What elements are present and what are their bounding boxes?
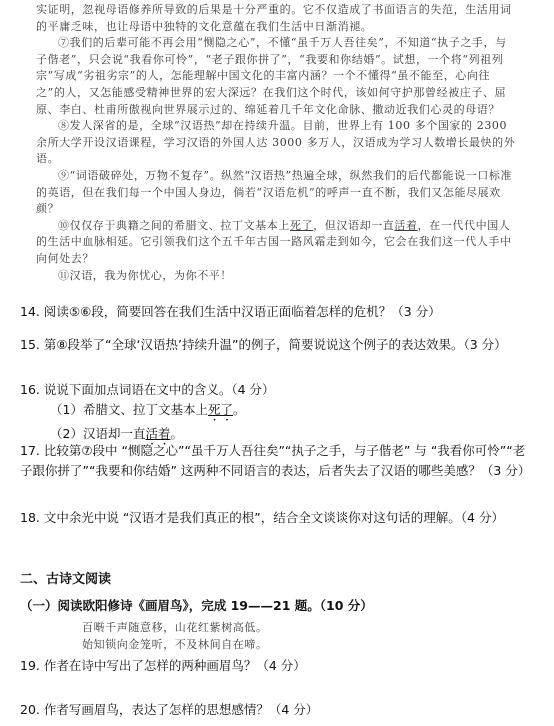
passage-paragraph-6-end: 实证明，忽视母语修养所导致的后果是十分严重的。它不仅造成了书面语言的失范，生活用词的平庸乏味，也让母语中独特的文化意蕴在我们生活中日渐消褪。 <box>36 3 512 33</box>
question-15: 15. 第⑧段举了“全球‘汉语热’持续升温”的例子，简要说说这个例子的表达效果。（3 分） <box>20 337 507 352</box>
question-20: 20. 作者写画眉鸟，表达了怎样的思想感情？（4 分） <box>20 702 319 717</box>
p10-text-c: ，在一代代中国人的生活中血脉相延。它引领我们这个五千年古国一路风霜走到如今，它会在我们这一代人手中向何处去？ <box>36 218 512 265</box>
question-18: 18. 文中余光中说 “汉语才是我们真正的根”，结合全文谈谈你对这句话的理解。（4 分） <box>20 510 504 525</box>
q16-1-text: （1）希腊文、拉丁文基本上 <box>50 402 208 417</box>
p10-text-a: ⑩仅仅存于典籍之间的希腊文、拉丁文基本上 <box>58 218 290 232</box>
poem <box>82 619 268 653</box>
underlined-word-alive: 活着 <box>394 218 418 232</box>
q16-2-marked-word: 活着 <box>145 426 171 441</box>
poem-line-2: 始知锁向金笼听，不及林间自在啼。 <box>82 638 268 651</box>
section-2-sub-1: （一）阅读欧阳修诗《画眉鸟》，完成 19——21 题。（10 分） <box>20 598 373 613</box>
reading-passage <box>36 2 516 284</box>
question-16 <box>20 380 532 448</box>
passage-paragraph-11: ⑪汉语，我为你忧心，为你不平！ <box>58 268 232 282</box>
passage-paragraph-7: ⑦我们的后辈可能不再会用“恻隐之心”，不懂“虽千万人吾往矣”，不知道“执子之手，与子偕老”，只会说“我看你可怜”，“老子跟你拼了”，“我要和你结婚”。试想，一个将“列祖列宗”写成“劣祖劣宗”的人，怎能理解中国文化的丰富内涵？一个不懂得“虽不能至，心向往之”的人，又怎能感受精神世界的宏大深远？在我们这个时代，该如何守护那曾经被庄子、屈原、李白、杜甫所傲视向世界展示过的、绵延着几千年文化命脉、撒动近我们心灵的母语？ <box>36 36 507 116</box>
poem-line-1: 百啭千声随意移，山花红紫树高低。 <box>82 621 268 634</box>
section-2-title: 二、古诗文阅读 <box>20 572 112 587</box>
p10-text-b: ，但汉语却一直 <box>313 218 395 232</box>
passage-paragraph-10 <box>36 218 516 268</box>
question-16-item-1 <box>20 400 532 424</box>
passage-paragraph-8: ⑧发人深省的是，全球“汉语热”却在持续升温。目前，世界上有 100 多个国家的 2300 余所大学开设汉语课程，学习汉语的外国人达 3000 多万人，汉语成为学习人数增长最快的外语。 <box>36 119 516 166</box>
q16-2-end: 。 <box>170 426 183 441</box>
q16-2-text: （2）汉语却一直 <box>50 426 146 441</box>
underlined-word-dead: 死了 <box>290 218 314 232</box>
q16-1-marked-word: 死了 <box>207 402 233 417</box>
question-16-stem: 16. 说说下面加点词语在文中的含义。（4 分） <box>20 382 275 397</box>
question-19: 19. 作者在诗中写出了怎样的两种画眉鸟？（4 分） <box>20 658 306 673</box>
q16-1-end: 。 <box>232 402 246 417</box>
question-17: 17. 比较第⑦段中 “恻隐之心”“虽千万人吾往矣”“执子之手，与子偕老” 与 “我看你可怜”“老子跟你拼了”“我要和你结婚” 这两种不同语言的表达，后者失去了汉语的哪些美感？（3 分） <box>20 443 531 478</box>
question-14: 14. 阅读⑤⑥段，简要回答在我们生活中汉语正面临着怎样的危机？（3 分） <box>20 304 441 319</box>
passage-paragraph-9: ⑨“词语破碎处，万物不复存”。纵然“汉语热”热遍全球，纵然我们的后代都能说一口标准的英语，但在我们每一个中国人身边，倘若“汉语危机”的呼声一直不断，我们又怎能尽展欢颜？ <box>36 168 513 216</box>
